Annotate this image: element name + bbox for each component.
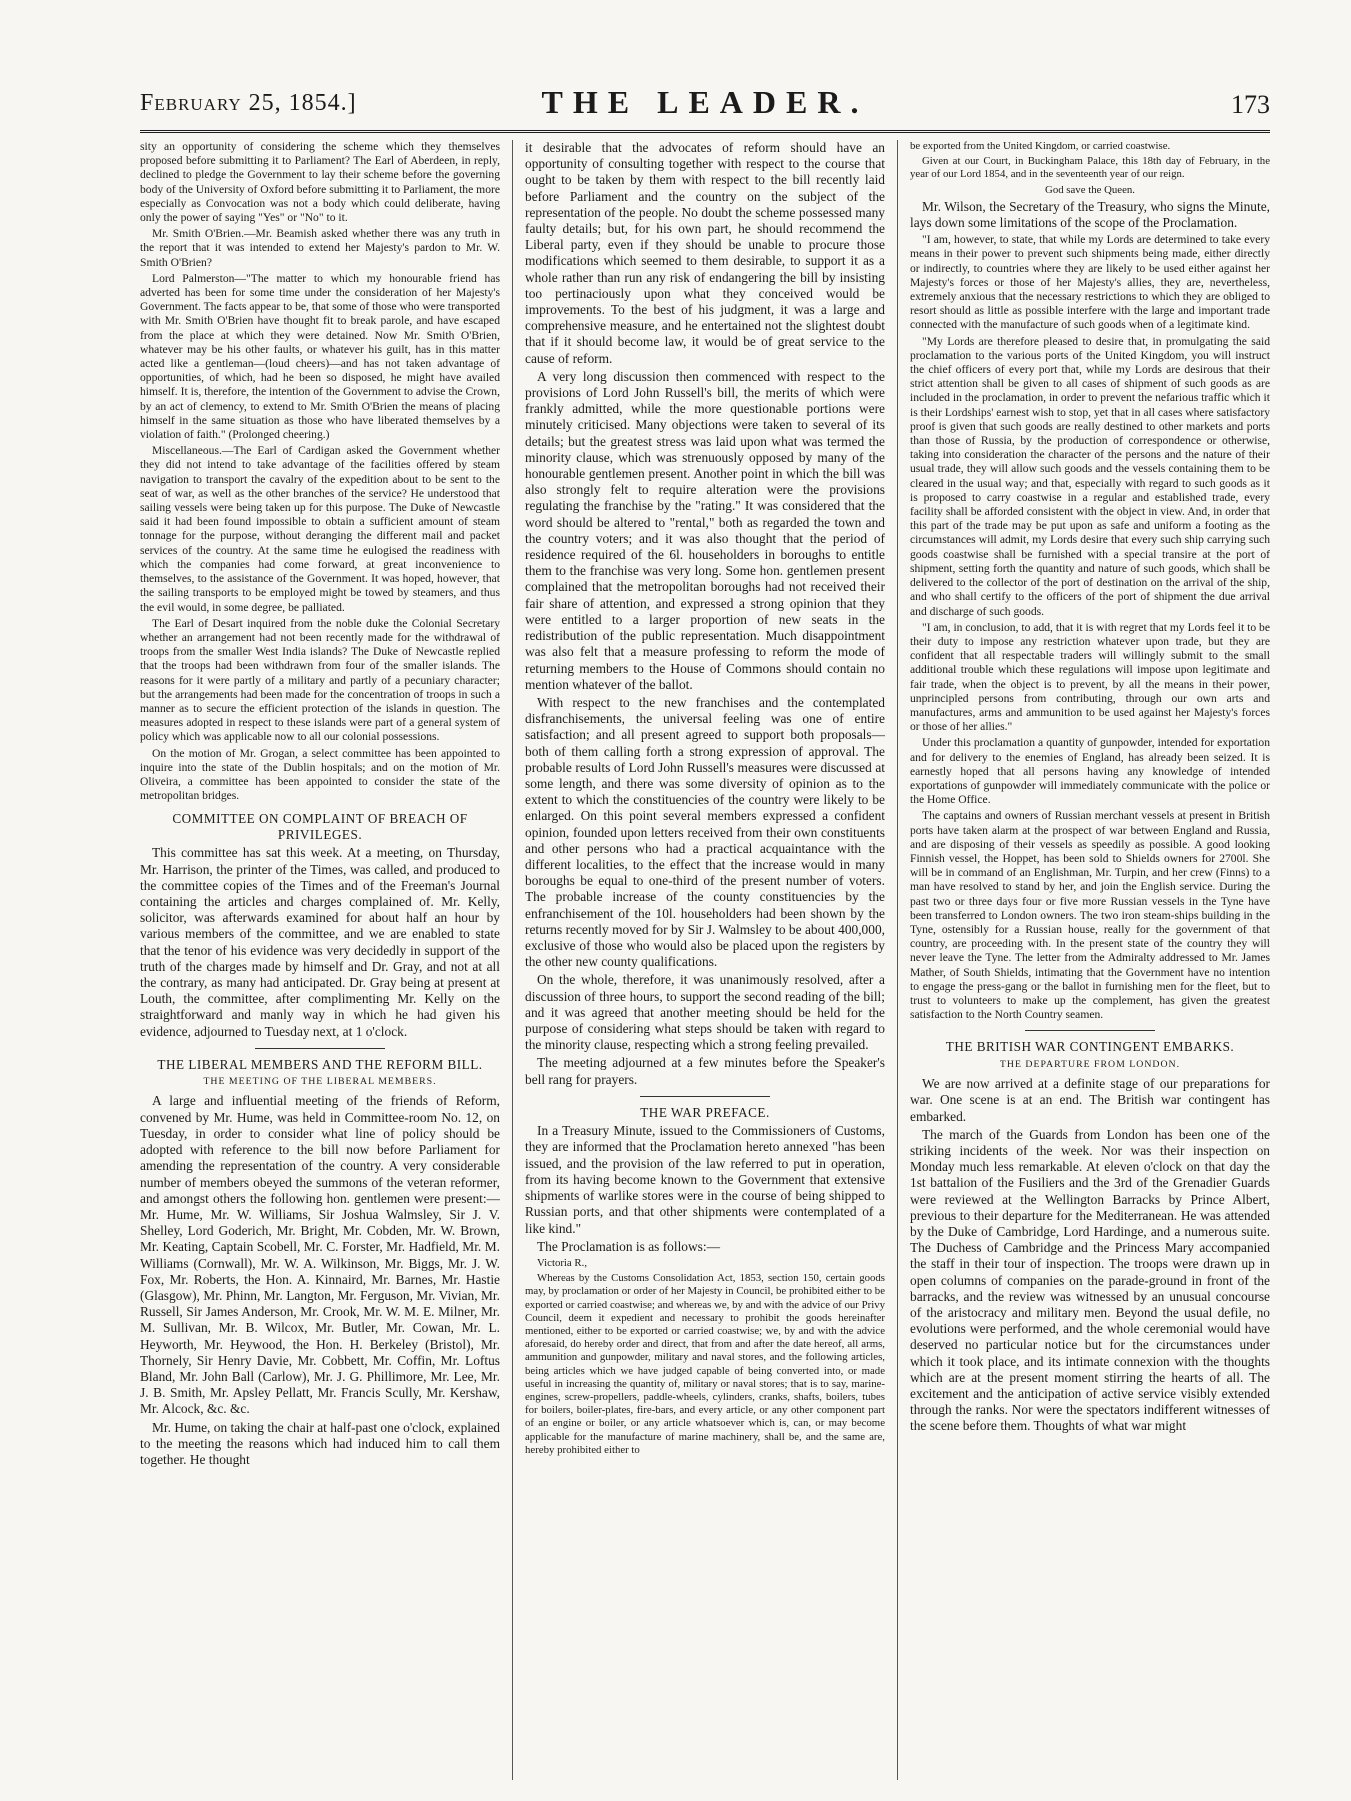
newspaper-title: THE LEADER. <box>541 84 869 120</box>
section-heading: COMMITTEE ON COMPLAINT OF BREACH OF PRIVILEGES. <box>172 811 468 842</box>
paragraph: Under this proclamation a quantity of gunpowder, intended for exportation and for delivery to the enemies of England, has already been seized. It is earnestly hoped that all persons having any knowledge of intended exportations of gunpowder will immediately communicate with the police or the Home Office. <box>910 736 1270 807</box>
paragraph: On the motion of Mr. Grogan, a select committee has been appointed to inquire into the state of the Dublin hospitals; and on the motion of Mr. Oliveira, a committee has been appointed to consider the state of the metropolitan bridges. <box>140 746 500 803</box>
paragraph: With respect to the new franchises and the contemplated disfranchisements, the universal feeling was one of entire satisfaction; and all present agreed to support both proposals—both of them calling forth a strong expression of approval. The probable results of Lord John Russell's measures were discussed at some length, and there was some diversity of opinion as to the extent to which the constituencies of the country were likely to be enlarged. On this point several members expressed a confident opinion, founded upon letters received from their own constituents and other persons who had a practical acquaintance with the different localities, to the effect that the increase would in many boroughs be equal to one-third of the present number of voters. The probable increase of the county constituencies by the enfranchisement of the 10l. householders had been shown by the returns recently moved for by Sir J. Walmsley to be about 400,000, exclusive of those who would also be placed upon the registers by the other new county qualifications. <box>525 694 885 970</box>
page-number: 173 <box>1231 90 1270 119</box>
paragraph: The captains and owners of Russian merchant vessels at present in British ports have taken alarm at the prospect of war between England and Russia, and are disposing of their vessels as speedily as possible. A good looking Finnish vessel, the Hoppet, has been sold to Shields owners for 2700l. She will be in command of an Englishman, Mr. Turpin, and her crew (Finns) to a man have resolved to stand by her, and join the English service. During the past two or three days four or five more Russian vessels in the Tyne have been transferred to London owners. The two iron steam-ships building in the Tyne, ostensibly for a Russian house, really for the government of that country, are proceeding with. In the present state of the country they will never leave the Tyne. The letter from the Admiralty addressed to Mr. James Mather, of South Shields, intimating that the Government have no intention to engage the press-gang or the ballot in furnishing men for the fleet, but to trust to volunteers to make up the complement, has given the greatest satisfaction to the North Country seamen. <box>910 809 1270 1022</box>
section-heading: THE BRITISH WAR CONTINGENT EMBARKS. <box>945 1039 1235 1055</box>
paragraph: A very long discussion then commenced with respect to the provisions of Lord John Russell's bill, the merits of which were frankly admitted, while the more questionable portions were minutely criticised. Many objections were taken to several of its details; but the greatest stress was laid upon what was termed the minority clause, which was strenuously opposed by many of the honourable gentlemen present. Another point in which the bill was also strongly felt to require alteration were the provisions regulating the franchise by the "rating." It was considered that the word should be altered to "rental," both as regarded the town and the country voters; and it was also thought that the period of residence required of the 6l. householders in boroughs to entitle them to the franchise was very long. Some hon. gentlemen present complained that the metropolitan boroughs had not received their fair share of attention, and expressed a strong opinion that they were entitled to a larger proportion of new seats in the redistribution of the public representation. Much disappointment was also felt that a measure professing to reform the mode of returning members to the House of Commons should contain no mention whatever of the ballot. <box>525 368 885 692</box>
paragraph: "I am, however, to state, that while my Lords are determined to take every means in their power to prevent such shipments being made, either directly or indirectly, to countries where they are likely to be used either against her Majesty's forces or those of her Majesty's allies, they are, nevertheless, extremely anxious that the necessary restrictions to which they are obliged to resort should as little as possible interfere with the large and important trade connected with the manufacture of such goods when of a legitimate kind. <box>910 233 1270 332</box>
paragraph: "My Lords are therefore pleased to desire that, in promulgating the said proclamation to the various ports of the United Kingdom, you will instruct the chief officers of every port that, while my Lords are desirous that their strict attention shall be given to all cases of shipment of such goods as are included in the proclamation, in order to prevent the nefarious traffic which it is their Lordships' earnest wish to stop, yet that in all cases where satisfactory proof is given that such goods are really destined to other markets and ports than those of Russia, by the production of correspondence or otherwise, taking into consideration the character of the persons and the nature of their usual trade, they will allow such goods and the vessels containing them to be cleared in the usual way; and that, especially with regard to such goods as it is proposed to carry coastwise in a regular and established trade, every facility shall be afforded consistent with the object in view. And, in order that this part of the trade may be put upon as safe and uniform a footing as the circumstances will admit, my Lords desire that every such ship carrying such goods coastwise shall be furnished with a special transire at the port of shipment, setting forth the quantity and nature of such goods, which shall be delivered to the collector of the port of destination on the arrival of the ship, and who shall certify to the officers of the port of shipment the due arrival and discharge of such goods. <box>910 334 1270 618</box>
proclamation-salutation: Victoria R., <box>537 1256 588 1269</box>
paragraph: The Proclamation is as follows:— <box>537 1238 720 1254</box>
column-3 <box>910 140 1270 1780</box>
paragraph: Mr. Hume, on taking the chair at half-past one o'clock, explained to the meeting the reasons which had induced him to call them together. He thought <box>140 1419 500 1467</box>
paragraph: On the whole, therefore, it was unanimously resolved, after a discussion of three hours, to support the second reading of the bill; and it was agreed that another meeting should be held for the purpose of considering what steps should be taken with regard to the minority clause, respecting which a strong feeling prevailed. <box>525 972 885 1053</box>
column-divider <box>512 140 513 1780</box>
column-2 <box>525 140 885 1780</box>
column-1 <box>140 140 500 1780</box>
paragraph: A large and influential meeting of the friends of Reform, convened by Mr. Hume, was held in Committee-room No. 12, on Tuesday, in order to consider what line of policy should be adopted with reference to the bill now before Parliament for amending the representation of the country. A very considerable number of members obeyed the summons of the veteran reformer, and amongst others the following hon. gentlemen were present:—Mr. Hume, Mr. W. Williams, Sir Joshua Walmsley, Sir J. V. Shelley, Lord Goderich, Mr. Bright, Mr. Cobden, Mr. W. Brown, Mr. Keating, Captain Scobell, Mr. C. Forster, Mr. Hadfield, Mr. M. Williams (Cornwall), Mr. W. A. Wilkinson, Mr. Biggs, Mr. J. W. Fox, Mr. Roberts, the Hon. A. Kinnaird, Mr. Barnes, Mr. Hastie (Glasgow), Mr. Phinn, Mr. Langton, Mr. Ferguson, Mr. Vivian, Mr. Russell, Sir James Anderson, Mr. Crook, Mr. W. M. E. Milner, Mr. M. Sullivan, Mr. B. Wilcox, Mr. Butler, Mr. Cowan, Mr. L. Heyworth, Mr. Heywood, the Hon. H. Berkeley (Bristol), Mr. Thornely, Sir Henry Davie, Mr. Cobbett, Mr. Coffin, Mr. Loftus Bland, Mr. John Ball (Carlow), Mr. J. G. Phillimore, Mr. Lee, Mr. J. B. Smith, Mr. Apsley Pellatt, Mr. Francis Scully, Mr. Kershaw, Mr. Alcock, &c. &c. <box>140 1093 500 1417</box>
paragraph: In a Treasury Minute, issued to the Commissioners of Customs, they are informed that the Proclamation hereto annexed "has been issued, and the provision of the law referred to put in operation, from its having become known to the Government that extensive shipments of warlike stores were in the course of being shipped to Russian ports, and that other shipments were contemplated of a like kind." <box>525 1123 885 1236</box>
paragraph: The march of the Guards from London has been one of the striking incidents of the week. Nor was their inspection on Monday much less remarkable. At eleven o'clock on that day the 1st battalion of the Fusiliers and the 3rd of the Grenadier Guards were reviewed at the Wellington Barracks by Prince Albert, previous to their departure for the Mediterranean. He was attended by the Duke of Cambridge, Lord Hardinge, and a numerous suite. The Duchess of Cambridge and the Princess Mary accompanied the staff in their tour of inspection. The troops were drawn up in open columns of companies on the parade-ground in front of the barracks, and the review was witnessed by an unusual concourse of the aristocracy and military men. Beyond the usual defile, no evolutions were performed, and the whole ceremonial would have deserved no particular notice but for the circumstances under which it took place, and its intimate connexion with the thoughts which are at the present moment stirring the hearts of all. The excitement and the anticipation of active service visibly extended through the ranks. Nor were the spectators indifferent witnesses of the scene before them. Thoughts of what war might <box>910 1126 1270 1434</box>
section-heading: THE LIBERAL MEMBERS AND THE REFORM BILL. <box>157 1056 483 1072</box>
section-rule <box>255 1048 385 1049</box>
column-divider <box>897 140 898 1780</box>
paragraph: The meeting adjourned at a few minutes before the Speaker's bell rang for prayers. <box>525 1055 885 1087</box>
paragraph: be exported from the United Kingdom, or carried coastwise. <box>910 140 1171 152</box>
paragraph: it desirable that the advocates of reform should have an opportunity of consulting together with respect to the course that ought to be taken by them with respect to the bill recently laid before Parliament and the country on the subject of the representation of the people. No doubt the scheme possessed many faulty details; but, for his own part, he should recommend the Liberal party, even if they should be unable to procure those modifications which seemed to them desirable, to support it as a whole rather than run any risk of endangering the bill by insisting too pertinaciously upon what they conceived would be improvements. To the best of his judgment, it was a large and comprehensive measure, and he entertained not the slightest doubt that if it should become law, it would be of great service to the cause of reform. <box>525 140 885 366</box>
paragraph: The Earl of Desart inquired from the noble duke the Colonial Secretary whether an arrangement had not been recently made for the withdrawal of troops from the smaller West India islands? The Duke of Newcastle replied that the troops had been withdrawn from four of the smaller islands. The reasons for it were partly of a military and partly of a pecuniary character; but the arrangements had been made for the concentration of troops in such a manner as to secure the efficient protection of the islands in question. The measures adopted in respect to these islands were part of a general system of policy which was applicable now to all our colonial possessions. <box>140 616 500 744</box>
closing-line: God save the Queen. <box>1045 183 1135 196</box>
section-rule <box>1025 1030 1155 1031</box>
masthead <box>140 80 1270 124</box>
proclamation-text: Whereas by the Customs Consolidation Act, 1853, section 150, certain goods may, by proclamation or order of her Majesty in Council, be prohibited either to be exported or carried coastwise; and whereas we, by and with the advice of our Privy Council, deem it expedient and necessary to prohibit the goods hereinafter mentioned, either to be exported or carried coastwise; we, by and with the advice aforesaid, do hereby order and direct, that from and after the date hereof, all arms, ammunition and gunpowder, military and naval stores, and the following articles, being articles which we have judged capable of being converted into, or made useful in increasing the quantity of, military or naval stores; that is to say, marine-engines, screw-propellers, paddle-wheels, cylinders, cranks, shafts, boilers, tubes for boilers, boiler-plates, fire-bars, and every article, or any other component part of an engine or boiler, or any article whatsoever which is, can, or may become applicable for the manufacture of marine machinery, shall be, and the same are, hereby prohibited either to <box>525 1272 885 1456</box>
paragraph: "I am, in conclusion, to add, that it is with regret that my Lords feel it to be their duty to impose any restriction whatever upon trade, but they are confident that all respectable traders will willingly submit to the small additional trouble which these regulations will impose upon legitimate and fair trade, when the object is to prevent, by all the means in their power, unprincipled persons from contributing, through our own arts and manufactures, arms and ammunition to be used against her Majesty's forces or those of her allies." <box>910 620 1270 734</box>
paragraph: Mr. Wilson, the Secretary of the Treasury, who signs the Minute, lays down some limitations of the scope of the Proclamation. <box>910 198 1270 231</box>
paragraph: Lord Palmerston—"The matter to which my honourable friend has adverted has been for some time under the consideration of her Majesty's Government. The facts appear to be, that some of those who were transported with Mr. Smith O'Brien have thought fit to break parole, and have escaped from the place at which they were detained. Now Mr. Smith O'Brien, whatever may be his other faults, or whatever his guilt, has in this matter acted like a gentleman—(loud cheers)—and has not taken advantage of opportunities, of which, had he been so disposed, he might have availed himself. It is, therefore, the intention of the Government to advise the Crown, by an act of clemency, to extend to Mr. Smith O'Brien the means of placing himself in the same situation as those who have liberated themselves by a violation of faith." (Prolonged cheering.) <box>140 271 500 442</box>
paragraph: Miscellaneous.—The Earl of Cardigan asked the Government whether they did not intend to take advantage of the facilities offered by steam navigation to transport the cavalry of the expedition about to be sent to the seat of war, as well as the other branches of the service? He understood that sailing vessels were being taken up for this purpose. The Duke of Newcastle said it had been found impossible to obtain a sufficient amount of steam tonnage for the purpose, without deranging the different mail and packet services of the country. At the same time he eulogised the readiness with which the companies had come forward, at great inconvenience to themselves, to the assistance of the Government. It was hoped, however, that the sailing transports to be employed might be towed by steamers, and thus the evil would, in some degree, be palliated. <box>140 444 500 614</box>
paragraph: sity an opportunity of considering the scheme which they themselves proposed before submitting it to Parliament? The Earl of Aberdeen, in reply, declined to pledge the Government to lay their scheme before the governing body of the University of Oxford before submitting it to Parliament, the more especially as Convocation was not a body which could deliberate, having only the power of saying "Yes" or "No" to it. <box>140 140 500 225</box>
section-heading: THE WAR PREFACE. <box>640 1104 770 1120</box>
section-subheading: THE DEPARTURE FROM LONDON. <box>999 1058 1181 1070</box>
issue-date: February 25, 1854.] <box>140 90 357 116</box>
paragraph: We are now arrived at a definite stage of our preparations for war. One scene is at an end. The British war contingent has embarked. <box>910 1076 1270 1124</box>
paragraph: Given at our Court, in Buckingham Palace, this 18th day of February, in the year of our Lord 1854, and in the seventeenth year of our reign. <box>910 155 1270 181</box>
paragraph: This committee has sat this week. At a meeting, on Thursday, Mr. Harrison, the printer of the Times, was called, and produced to the committee copies of the Times and of the Freeman's Journal containing the articles and charges complained of. Mr. Kelly, solicitor, was afterwards examined for about half an hour by various members of the committee, and we are enabled to state that the tenor of his evidence was very decidedly in support of the truth of the charges made by himself and Dr. Gray, and not at all the contrary, as many had anticipated. Dr. Gray being at present at Louth, the committee, after complimenting Mr. Kelly on the straightforward and manly way in which he had given his evidence, adjourned to Tuesday next, at 1 o'clock. <box>140 845 500 1039</box>
section-rule <box>640 1096 770 1097</box>
section-subheading: THE MEETING OF THE LIBERAL MEMBERS. <box>203 1076 437 1088</box>
paragraph: Mr. Smith O'Brien.—Mr. Beamish asked whether there was any truth in the report that it was intended to extend her Majesty's pardon to Mr. W. Smith O'Brien? <box>140 227 500 269</box>
masthead-rule <box>140 130 1270 133</box>
